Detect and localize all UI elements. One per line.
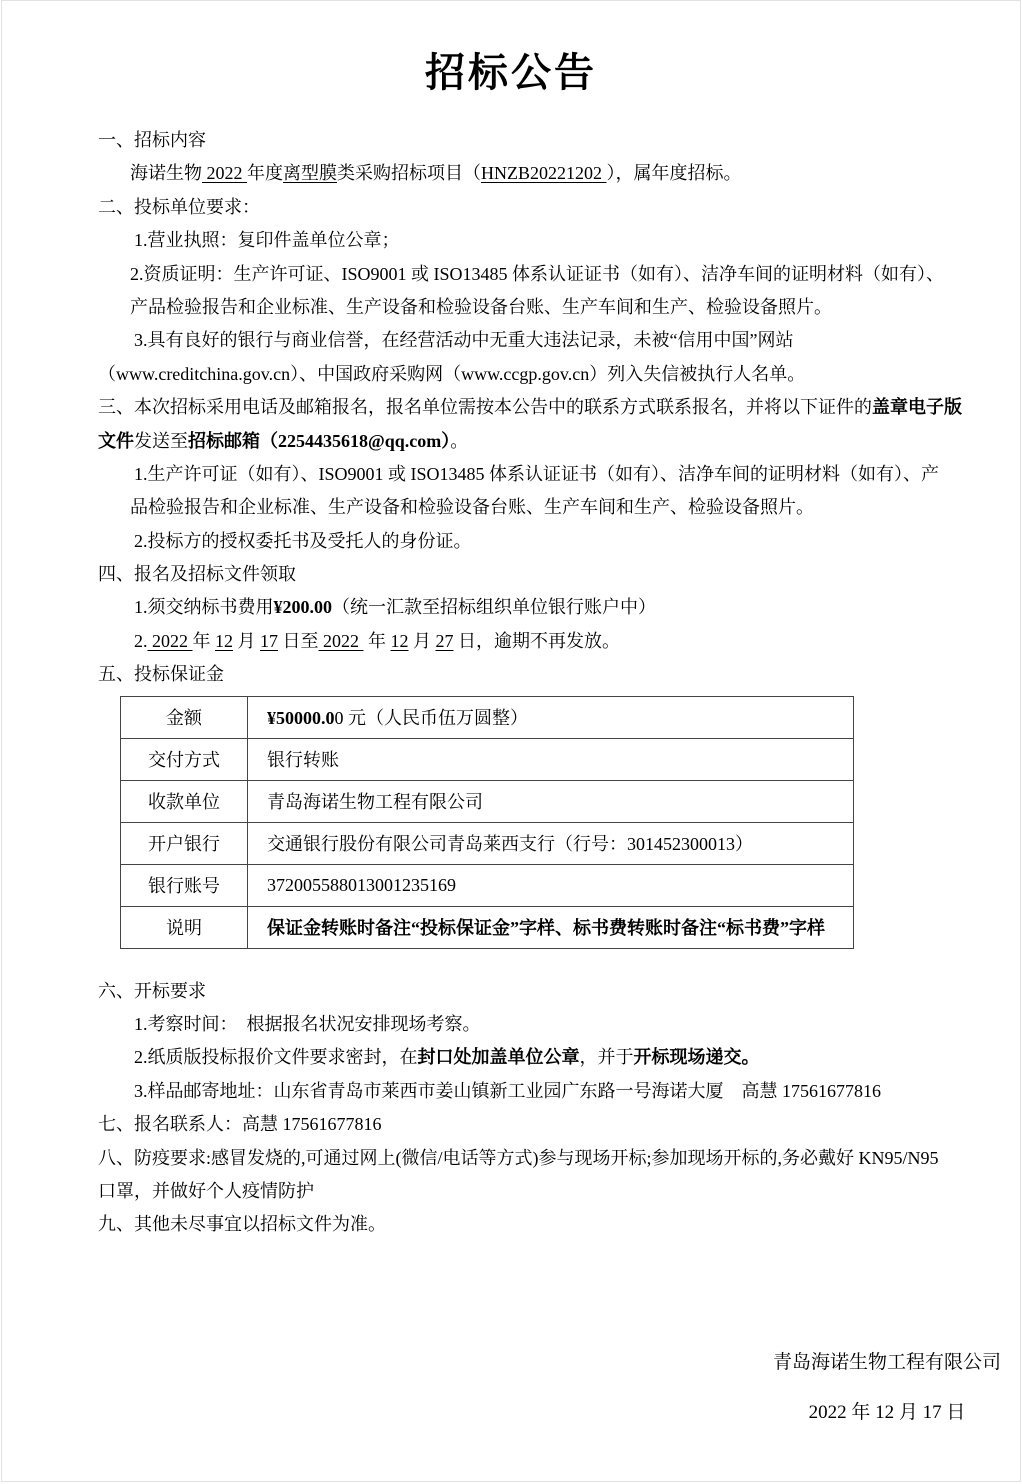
table-row-value: 372005588013001235169 [248,864,854,906]
table-row-label: 说明 [121,906,248,948]
table-row-amount [121,696,854,738]
section-4-heading: 四、报名及招标文件领取 [98,564,296,585]
section-5-heading: 五、投标保证金 [98,664,224,685]
item-3-1-continuation: 品检验报告和企业标准、生产设备和检验设备台账、生产车间和生产、检验设备照片。 [130,497,814,518]
item-2-2: 2.资质证明：生产许可证、ISO9001 或 ISO13485 体系认证证书（如有）、洁净车间的证明材料（如有）、 [130,263,945,284]
section-8-continuation: 口罩，并做好个人疫情防护 [98,1180,314,1201]
section-8-line: 八、防疫要求:感冒发烧的,可通过网上(微信/电话等方式)参与现场开标;参加现场开标的,务必戴好 KN95/N95 [98,1147,939,1168]
section-6-heading: 六、开标要求 [98,980,206,1001]
section-3-continuation: 文件发送至招标邮箱（2254435618@qq.com）。 [98,430,469,451]
table-row-label: 银行账号 [121,864,248,906]
table-row-value: ¥50000.00 元（人民币伍万圆整） [248,696,854,738]
signature-block [654,1346,1022,1429]
table-row-payment-method [121,738,854,780]
table-row-account-number [121,864,854,906]
table-row-payee [121,780,854,822]
document-title: 招标公告 [425,50,597,95]
table-row-value: 青岛海诺生物工程有限公司 [248,780,854,822]
item-3-1: 1.生产许可证（如有）、ISO9001 或 ISO13485 体系认证证书（如有）、洁净车间的证明材料（如有）、产 [134,463,940,484]
section-1-heading: 一、招标内容 [98,130,206,150]
footer-date: 2022 年 12 月 17 日 [808,1401,966,1423]
table-row-value: 交通银行股份有限公司青岛莱西支行（行号：301452300013） [248,822,854,864]
document-body [2,124,1020,1429]
table-row-label: 开户银行 [121,822,248,864]
bid-bond-table [120,696,854,949]
document-page [1,0,1021,1482]
section-9-line: 九、其他未尽事宜以招标文件为准。 [98,1214,386,1235]
table-row-label: 收款单位 [121,780,248,822]
footer-company: 青岛海诺生物工程有限公司 [772,1351,1001,1373]
table-row-value: 保证金转账时备注“投标保证金”字样、标书费转账时备注“标书费”字样 [248,906,854,948]
item-3-2: 2.投标方的授权委托书及受托人的身份证。 [134,530,472,551]
item-2-1: 1.营业执照：复印件盖单位公章； [134,230,400,251]
item-4-2: 2. 2022 年 12 月 17 日至 2022 年 12 月 27 日，逾期不再发放。 [134,630,620,651]
table-row-label: 金额 [121,696,248,738]
item-6-3: 3.样品邮寄地址：山东省青岛市莱西市姜山镇新工业园广东路一号海诺大厦 高慧 17561677816 [134,1080,881,1101]
item-2-2-continuation: 产品检验报告和企业标准、生产设备和检验设备台账、生产车间和生产、检验设备照片。 [130,296,832,317]
section-7-line: 七、报名联系人：高慧 17561677816 [98,1114,382,1135]
table-row-value: 银行转账 [248,738,854,780]
table-row-bank [121,822,854,864]
section-2-heading: 二、投标单位要求： [98,196,260,217]
item-2-3: 3.具有良好的银行与商业信誉，在经营活动中无重大违法记录，未被“信用中国”网站 [134,330,794,351]
section-1-content: 海诺生物 2022 年度离型膜类采购招标项目（HNZB20221202 ），属年度招标。 [130,163,742,184]
item-6-1: 1.考察时间： 根据报名状况安排现场考察。 [134,1014,481,1035]
table-row-note [121,906,854,948]
item-4-1: 1.须交纳标书费用¥200.00（统一汇款至招标组织单位银行账户中） [134,597,656,618]
item-6-2: 2.纸质版投标报价文件要求密封，在封口处加盖单位公章，并于开标现场递交。 [134,1047,760,1068]
table-row-label: 交付方式 [121,738,248,780]
section-3-heading: 三、本次招标采用电话及邮箱报名，报名单位需按本公告中的联系方式联系报名，并将以下证件的盖章电子版 [98,397,962,418]
item-2-3-continuation: （www.creditchina.gov.cn）、中国政府采购网（www.ccgp.gov.cn）列入失信被执行人名单。 [98,363,806,384]
